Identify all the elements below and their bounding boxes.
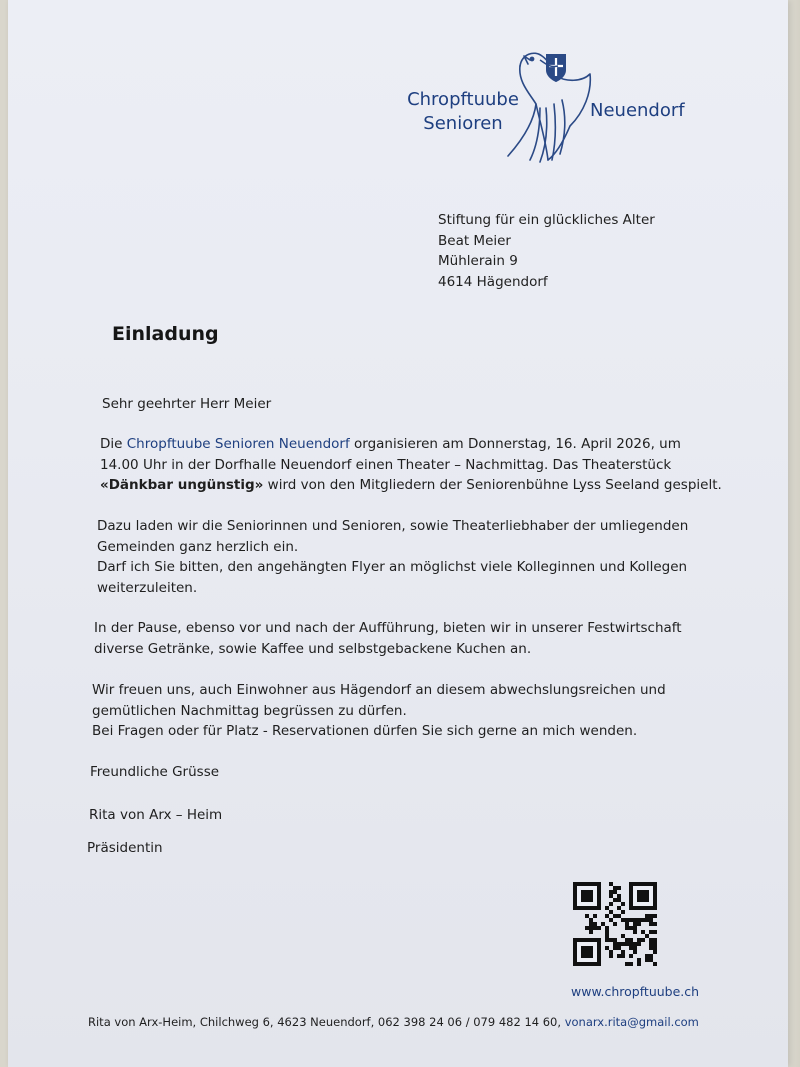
play-title: «Dänkbar ungünstig» bbox=[100, 477, 264, 493]
signer-role: Präsidentin bbox=[87, 840, 163, 856]
dove-logo-icon bbox=[500, 42, 600, 167]
closing-greeting: Freundliche Grüsse bbox=[90, 764, 220, 780]
text-line: gemütlichen Nachmittag begrüssen zu dürfen. bbox=[92, 702, 407, 719]
text-line: weiterzuleiten. bbox=[97, 579, 198, 596]
organization-name: Chropftuube Senioren Neuendorf bbox=[126, 436, 350, 452]
text-line: Dazu laden wir die Seniorinnen und Senioren, sowie Theaterliebhaber der umliegenden bbox=[97, 518, 689, 534]
text-line: Bei Fragen oder für Platz - Reservationen dürfen Sie sich gerne an mich wenden. bbox=[92, 723, 638, 739]
logo-name: Chropftuube bbox=[407, 89, 519, 110]
text-line: 14.00 Uhr in der Dorfhalle Neuendorf einen Theater – Nachmittag. Das Theaterstück bbox=[100, 456, 672, 473]
address-line: Stiftung für ein glückliches Alter bbox=[438, 212, 655, 228]
address-line: 4614 Hägendorf bbox=[438, 273, 548, 290]
qr-code-icon bbox=[573, 882, 657, 966]
logo-subtitle: Senioren bbox=[423, 113, 503, 134]
footer-text: Rita von Arx-Heim, Chilchweg 6, 4623 Neuendorf, 062 398 24 06 / 079 482 14 60, bbox=[88, 1015, 565, 1029]
website-link[interactable]: www.chropftuube.ch bbox=[571, 984, 700, 999]
text-line bbox=[100, 475, 722, 496]
text-line: Wir freuen uns, auch Einwohner aus Hägendorf an diesem abwechslungsreichen und bbox=[92, 682, 666, 698]
text-span: wird von den Mitgliedern der Seniorenbühne Lyss Seeland gespielt. bbox=[263, 477, 722, 493]
letter-title: Einladung bbox=[112, 323, 219, 345]
text-line: In der Pause, ebenso vor und nach der Aufführung, bieten wir in unserer Festwirtschaft bbox=[94, 620, 682, 636]
paragraph-event bbox=[100, 434, 722, 496]
email-link[interactable]: vonarx.rita@gmail.com bbox=[564, 1015, 699, 1029]
recipient-address bbox=[438, 210, 655, 292]
signer-name: Rita von Arx – Heim bbox=[89, 807, 223, 823]
address-line: Beat Meier bbox=[438, 232, 511, 249]
salutation: Sehr geehrter Herr Meier bbox=[102, 396, 272, 412]
paragraph-invitation bbox=[97, 516, 688, 598]
text-line: Darf ich Sie bitten, den angehängten Flyer an möglichst viele Kolleginnen und Kollegen bbox=[97, 559, 688, 575]
paragraph-closing bbox=[92, 680, 666, 742]
footer-contact bbox=[88, 1015, 699, 1029]
text-line: diverse Getränke, sowie Kaffee und selbstgebackene Kuchen an. bbox=[94, 640, 532, 657]
text-span: organisieren am Donnerstag, 16. April 2026, um bbox=[349, 436, 681, 452]
text-span: Die bbox=[100, 436, 127, 452]
text-line: Gemeinden ganz herzlich ein. bbox=[97, 538, 299, 555]
address-line: Mühlerain 9 bbox=[438, 253, 518, 269]
logo-place: Neuendorf bbox=[590, 100, 685, 121]
text-line bbox=[100, 434, 722, 455]
letter-sheet bbox=[8, 0, 788, 1067]
paragraph-catering bbox=[94, 618, 682, 659]
